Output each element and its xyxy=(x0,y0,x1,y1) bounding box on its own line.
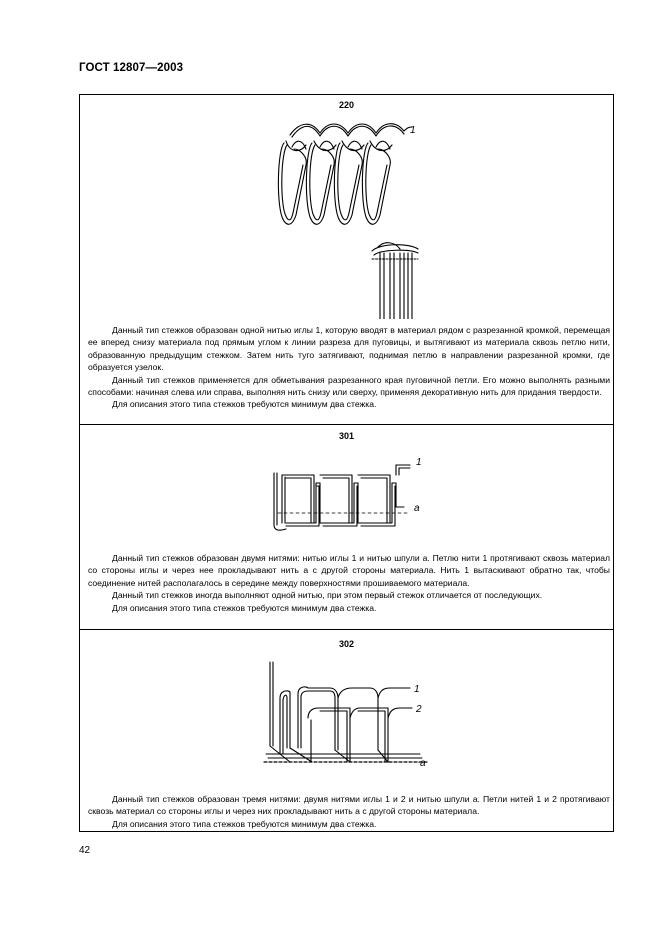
paragraph: Для описания этого типа стежков требуются минимум два стежка. xyxy=(112,818,377,829)
thread-label-a: a xyxy=(420,758,426,769)
section-302-text xyxy=(88,793,610,830)
paragraph: Данный тип стежков образован двумя нитями: нитью иглы 1 и нитью шпули а. Петлю нити 1 протягивают сквозь материал со стороны иглы и через нее прокладывают нить а с другой стороны материала. Нить 1 вытаскивают обратно так, чтобы соединение нитей располагалось в середине между поверхностями прошиваемого материала. xyxy=(88,553,610,588)
paragraph: Данный тип стежков образован одной нитью иглы 1, которую вводят в материал рядом с разрезанной кромкой, перемещая ее вперед снизу материала под прямым углом к линии разреза для пуговицы, и вытягивают из материала сквозь петлю нити, образованную предыдущим стежком. Затем нить туго затягивают, поднимая петлю в направлении разрезанной кромки, где образуется узелок. xyxy=(88,325,610,373)
stitch-301-figure xyxy=(268,453,438,543)
section-301 xyxy=(80,425,613,630)
page-number: 42 xyxy=(79,845,91,856)
paragraph: Для описания этого типа стежков требуются минимум два стежка. xyxy=(112,399,377,410)
stitch-type-number: 220 xyxy=(338,100,355,110)
section-302 xyxy=(80,630,613,832)
section-220-text xyxy=(88,324,610,411)
stitch-220-figure xyxy=(270,119,420,319)
thread-label-1: 1 xyxy=(416,457,422,468)
thread-label-1: 1 xyxy=(410,125,416,136)
section-220 xyxy=(80,95,613,425)
document-title: ГОСТ 12807—2003 xyxy=(79,62,184,74)
paragraph: Данный тип стежков применяется для обметывания разрезанного края пуговичной петли. Его можно выполнять разными способами: начиная слева или справа, выполняя нить снизу или сверху, применяя декоративную нить для придания твердости. xyxy=(88,374,610,398)
thread-label-1: 1 xyxy=(414,684,420,695)
paragraph: Для описания этого типа стежков требуются минимум два стежка. xyxy=(112,602,377,613)
paragraph: Данный тип стежков образован тремя нитями: двумя нитями иглы 1 и 2 и нитью шпули а. Петли нитей 1 и 2 протягивают сквозь материал со стороны иглы и через них прокладывают нить а с другой стороны материала. xyxy=(88,794,610,817)
stitch-table xyxy=(79,94,614,832)
stitch-type-number: 301 xyxy=(338,431,355,441)
stitch-302-figure xyxy=(260,658,450,788)
stitch-type-number: 302 xyxy=(338,639,355,649)
paragraph: Данный тип стежков иногда выполняют одной нитью, при этом первый стежок отличается от последующих. xyxy=(112,590,543,601)
thread-label-a: a xyxy=(414,503,420,514)
thread-label-2: 2 xyxy=(416,704,422,715)
section-301-text xyxy=(88,552,610,614)
